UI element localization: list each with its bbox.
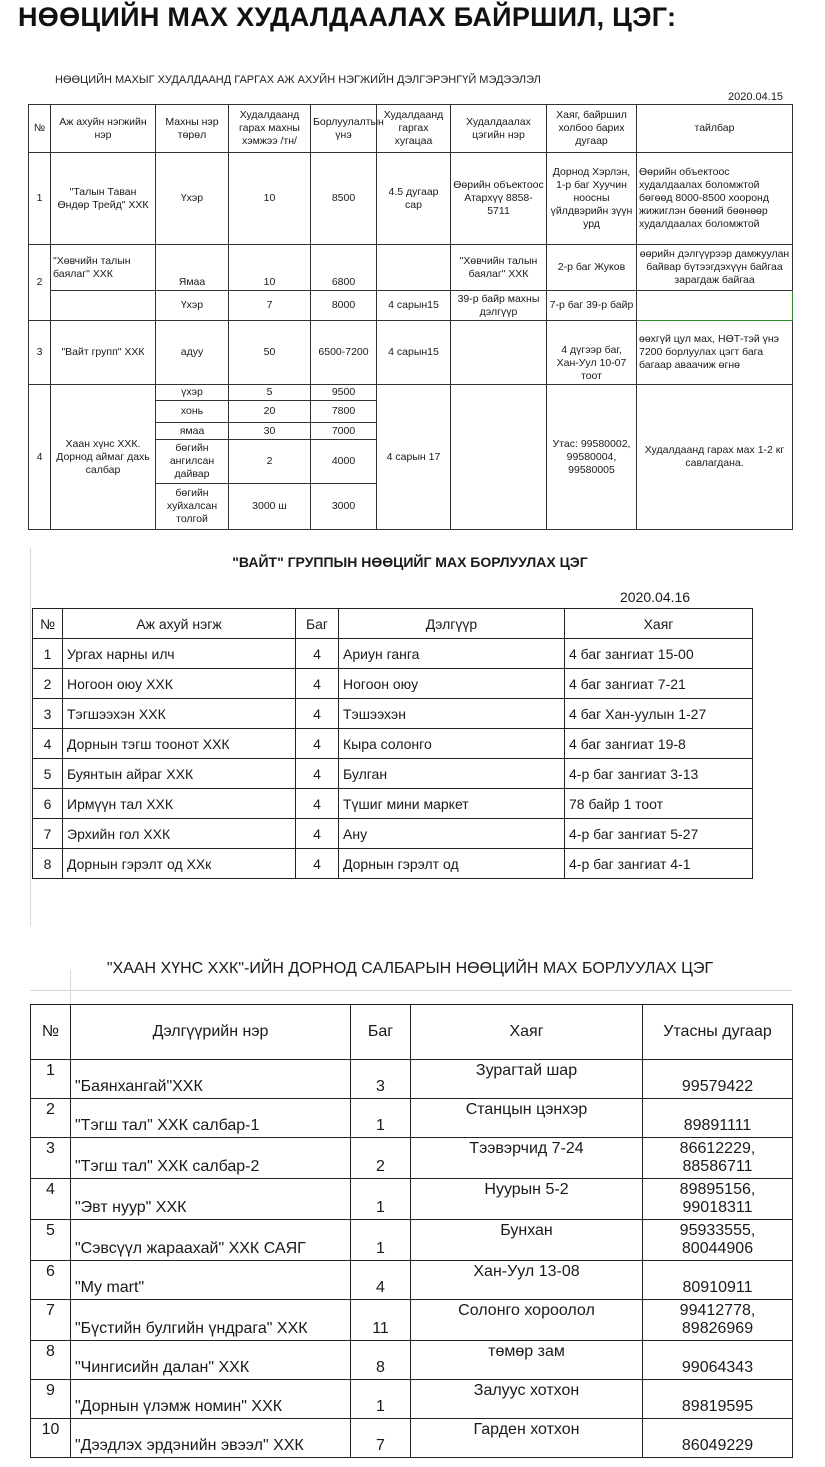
header-cell: Аж ахуй нэгж [63,609,296,639]
header-cell: № [33,609,63,639]
meat-type: Үхэр [156,291,229,321]
sale-period-empty [377,245,451,291]
header-cell: Махны нэр төрөл [156,105,229,153]
company-name-empty [51,291,156,321]
sale-period: 4.5 дугаар сар [377,153,451,245]
shop-name: "My mart" [71,1261,351,1300]
bag-number: 4 [296,669,339,699]
header-cell: Хаяг [411,1005,643,1060]
meat-type: адуу [156,321,229,385]
table2-title: "ВАЙТ" ГРУППЫН НӨӨЦИЙГ МАХ БОРЛУУЛАХ ЦЭГ [232,554,588,570]
phone-number: 86049229 [643,1419,793,1458]
shop-name: Ариун ганга [339,639,565,669]
row-number: 9 [31,1380,71,1419]
shop-name: Ногоон оюу [339,669,565,699]
company-name: "Хөвчийн талын баялаг" ХХК [51,245,156,291]
address: Тээвэрчид 7-24 [411,1138,643,1179]
enterprise-detail-table [28,104,793,530]
shop-name: "Бүстийн булгийн үндрага" ХХК [71,1300,351,1341]
shop-name: "Чингисийн далан" ХХК [71,1341,351,1380]
shop-name: "Дээдлэх эрдэнийн эвээл" ХХК [71,1419,351,1458]
table-row [31,1261,793,1300]
header-cell: Хаяг [565,609,753,639]
address: Зурагтай шар [411,1060,643,1099]
price: 6500-7200 [311,321,377,385]
table-row [29,245,793,291]
row-number: 4 [33,729,63,759]
selected-cell[interactable] [637,291,793,321]
bag-number: 4 [296,699,339,729]
price: 6800 [311,245,377,291]
address: 4 баг Хан-уулын 1-27 [565,699,753,729]
header-cell: Утасны дугаар [643,1005,793,1060]
table-row [33,849,753,879]
row-number: 6 [31,1261,71,1300]
row-number: 1 [29,153,51,245]
table1-date: 2020.04.15 [728,91,784,103]
sale-point-empty [451,385,547,530]
address: 4 дүгээр баг, Хан-Уул 10-07 тоот [547,321,637,385]
header-cell: тайлбар [637,105,793,153]
shop-name: Түшиг мини маркет [339,789,565,819]
table3-title: "ХААН ХҮНС ХХК"-ИЙН ДОРНОД САЛБАРЫН НӨӨЦИЙН МАХ БОРЛУУЛАХ ЦЭГ [106,960,714,977]
phone-number: 95933555, 80044906 [643,1220,793,1261]
page-title: НӨӨЦИЙН МАХ ХУДАЛДААЛАХ БАЙРШИЛ, ЦЭГ: [18,2,677,32]
address: 78 байр 1 тоот [565,789,753,819]
bag-number: 1 [351,1380,411,1419]
table-row [31,1419,793,1458]
phone-number: 99579422 [643,1060,793,1099]
row-number: 3 [31,1138,71,1179]
bag-number: 1 [351,1179,411,1220]
quantity: 10 [229,245,311,291]
header-cell: Худалдаанд гаргах хугацаа [377,105,451,153]
company-name: Тэгшээхэн ХХК [63,699,296,729]
shop-name: Дорнын гэрэлт од [339,849,565,879]
table-row [31,1220,793,1261]
price: 8500 [311,153,377,245]
price: 9500 [311,385,377,401]
table-row [33,699,753,729]
phone-number: 99064343 [643,1341,793,1380]
meat-type: бөгийн хуйхалсан толгой [156,484,229,530]
address: Бунхан [411,1220,643,1261]
table-row [31,1138,793,1179]
row-number: 1 [33,639,63,669]
price: 3000 [311,484,377,530]
shop-name: Тэшээхэн [339,699,565,729]
table-row [31,1300,793,1341]
quantity: 5 [229,385,311,401]
header-cell: № [29,105,51,153]
header-cell: Худалдаанд гарах махны хэмжээ /тн/ [229,105,311,153]
bag-number: 8 [351,1341,411,1380]
bag-number: 4 [296,849,339,879]
shop-name: "Тэгш тал" ХХК салбар-1 [71,1099,351,1138]
bag-number: 1 [351,1220,411,1261]
company-name: Ирмүүн тал ХХК [63,789,296,819]
note: Худалдаанд гарах мах 1-2 кг савлагдана. [637,385,793,530]
address: Нуурын 5-2 [411,1179,643,1220]
address: 7-р баг 39-р байр [547,291,637,321]
quantity: 7 [229,291,311,321]
table-row [33,669,753,699]
address: 4 баг зангиат 15-00 [565,639,753,669]
row-number: 8 [31,1341,71,1380]
bag-number: 3 [351,1060,411,1099]
sale-point: 39-р байр махны дэлгүүр [451,291,547,321]
table2-date: 2020.04.16 [620,589,691,605]
address: 4-р баг зангиат 4-1 [565,849,753,879]
meat-type: үхэр [156,385,229,401]
row-number: 5 [31,1220,71,1261]
white-group-sales-table [32,608,753,879]
note: Өөрийн объектоос худалдаалах боломжтой бөгөөд 8000-8500 хооронд жижиглэн бөөний бөөнөөр худалдаалах боломжтой [637,153,793,245]
header-cell: Аж ахуйн нэгжийн нэр [51,105,156,153]
bag-number: 4 [296,729,339,759]
shop-name: "Эвт нуур" ХХК [71,1179,351,1220]
company-name: "Талын Таван Өндөр Трейд" ХХК [51,153,156,245]
quantity: 2 [229,440,311,484]
table-row [31,1380,793,1419]
shop-name: "Тэгш тал" ХХК салбар-2 [71,1138,351,1179]
phone-number: 89891111 [643,1099,793,1138]
meat-type: ямаа [156,423,229,440]
bag-number: 4 [296,789,339,819]
address: Гарден хотхон [411,1419,643,1458]
row-number: 1 [31,1060,71,1099]
table-row [33,819,753,849]
phone-number: 99412778, 89826969 [643,1300,793,1341]
phone-number: 89819595 [643,1380,793,1419]
bag-number: 4 [296,759,339,789]
bag-number: 7 [351,1419,411,1458]
shop-name: "Сэвсүүл жараахай" ХХК САЯГ [71,1220,351,1261]
bag-number: 4 [351,1261,411,1300]
table-row [31,1179,793,1220]
address: Утас: 99580002, 99580004, 99580005 [547,385,637,530]
table-row [29,291,793,321]
table2-header-row [33,609,753,639]
row-number: 2 [33,669,63,699]
table-row [33,789,753,819]
header-cell: Дэлгүүр [339,609,565,639]
table-row [29,321,793,385]
address: төмөр зам [411,1341,643,1380]
shop-name: "Дорнын үлэмж номин" ХХК [71,1380,351,1419]
shop-name: Булган [339,759,565,789]
company-name: Буянтын айраг ХХК [63,759,296,789]
bag-number: 4 [296,819,339,849]
note: өөрийн дэлгүүрээр дамжуулан байвар бүтээгдэхүүн байгаа зарагдаж байгаа [637,245,793,291]
phone-number: 86612229, 88586711 [643,1138,793,1179]
shop-name: Ану [339,819,565,849]
header-cell: Баг [296,609,339,639]
address: Солонго хороолол [411,1300,643,1341]
address: 2-р баг Жуков [547,245,637,291]
table3-header-row [31,1005,793,1060]
row-number: 7 [31,1300,71,1341]
address: 4-р баг зангиат 3-13 [565,759,753,789]
shop-name: Кыра солонго [339,729,565,759]
company-name: Дорнын тэгш тоонот ХХК [63,729,296,759]
phone-number: 80910911 [643,1261,793,1300]
meat-type: Ямаа [156,245,229,291]
address: Дорнод Хэрлэн, 1-р баг Хуучин ноосны үйлдвэрийн зүүн урд [547,153,637,245]
sale-period: 4 сарын 17 [377,385,451,530]
company-name: Дорнын гэрэлт од ХХк [63,849,296,879]
address: 4-р баг зангиат 5-27 [565,819,753,849]
header-cell: Хаяг, байршил холбоо барих дугаар [547,105,637,153]
table-row [33,759,753,789]
shop-name: "Баянхангай"ХХК [71,1060,351,1099]
sale-point: Өөрийн объектоос Атархүү 8858-5711 [451,153,547,245]
meat-type: хонь [156,401,229,423]
company-name: "Вайт групп" ХХК [51,321,156,385]
header-cell: № [31,1005,71,1060]
row-number: 4 [31,1179,71,1220]
grid-line [30,990,792,991]
table-row [33,729,753,759]
table-row [33,639,753,669]
price: 8000 [311,291,377,321]
table-row [29,385,793,401]
quantity: 50 [229,321,311,385]
sale-point: "Хөвчийн талын баялаг" ХХК [451,245,547,291]
table-row [31,1099,793,1138]
address: 4 баг зангиат 7-21 [565,669,753,699]
company-name: Хаан хүнс ХХК. Дорнод аймаг дахь салбар [51,385,156,530]
row-number: 5 [33,759,63,789]
row-number: 3 [29,321,51,385]
table-row [29,153,793,245]
row-number: 6 [33,789,63,819]
price: 7000 [311,423,377,440]
table1-header-row [29,105,793,153]
table-row [31,1341,793,1380]
header-cell: Баг [351,1005,411,1060]
row-number: 8 [33,849,63,879]
sale-period: 4 сарын15 [377,321,451,385]
grid-line [30,548,31,926]
bag-number: 11 [351,1300,411,1341]
sale-period: 4 сарын15 [377,291,451,321]
note: өөхгүй цул мах, НӨТ-тэй үнэ 7200 борлуулах цэгт бага багаар аваачиж өгнө [637,321,793,385]
bag-number: 2 [351,1138,411,1179]
header-cell: Дэлгүүрийн нэр [71,1005,351,1060]
bag-number: 4 [296,639,339,669]
address: Хан-Уул 13-08 [411,1261,643,1300]
quantity: 20 [229,401,311,423]
row-number: 7 [33,819,63,849]
address: Станцын цэнхэр [411,1099,643,1138]
meat-type: бөгийн ангилсан дайвар [156,440,229,484]
table-row [31,1060,793,1099]
table1-caption: НӨӨЦИЙН МАХЫГ ХУДАЛДААНД ГАРГАХ АЖ АХУЙН НЭГЖИЙН ДЭЛГЭРЭНГҮЙ МЭДЭЭЛЭЛ [55,74,541,86]
quantity: 3000 ш [229,484,311,530]
sale-point-empty [451,321,547,385]
company-name: Ургах нарны илч [63,639,296,669]
quantity: 30 [229,423,311,440]
header-cell: Худалдаалах цэгийн нэр [451,105,547,153]
address: 4 баг зангиат 19-8 [565,729,753,759]
company-name: Эрхийн гол ХХК [63,819,296,849]
bag-number: 1 [351,1099,411,1138]
quantity: 10 [229,153,311,245]
header-cell: Борлуулалтын үнэ [311,105,377,153]
khaan-food-sales-table [30,1004,793,1458]
row-number: 2 [29,245,51,321]
phone-number: 89895156, 99018311 [643,1179,793,1220]
price: 4000 [311,440,377,484]
company-name: Ногоон оюу ХХК [63,669,296,699]
row-number: 4 [29,385,51,530]
row-number: 3 [33,699,63,729]
row-number: 2 [31,1099,71,1138]
meat-type: Үхэр [156,153,229,245]
row-number: 10 [31,1419,71,1458]
address: Залуус хотхон [411,1380,643,1419]
price: 7800 [311,401,377,423]
